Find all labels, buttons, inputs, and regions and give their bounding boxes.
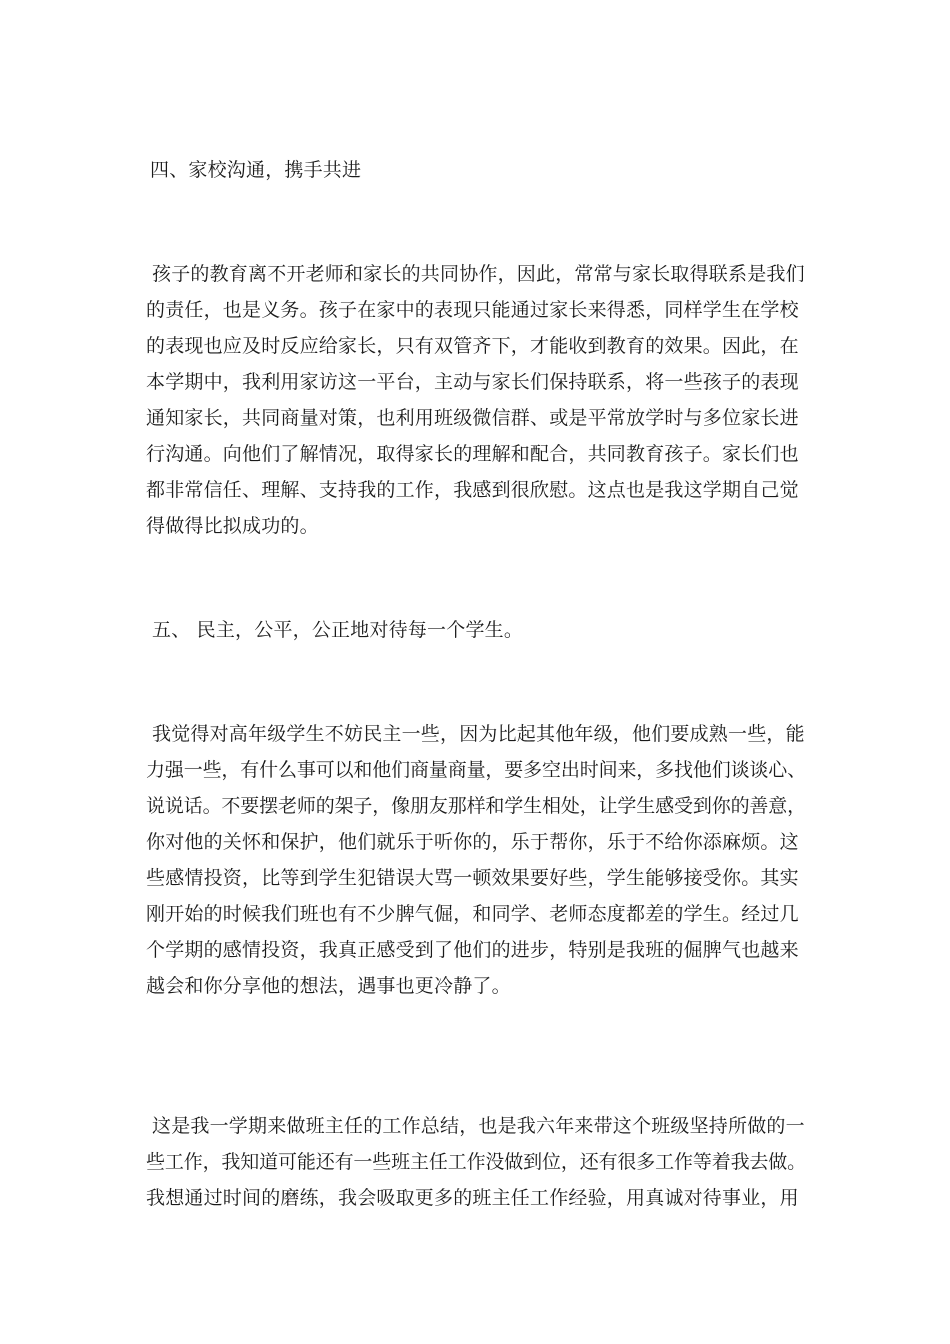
paragraph-line: 行沟通。向他们了解情况，取得家长的理解和配合，共同教育孩子。家长们也 (146, 443, 799, 465)
paragraph-line: 我觉得对高年级学生不妨民主一些，因为比起其他年级，他们要成熟一些，能 (152, 723, 805, 745)
paragraph-line: 得做得比拟成功的。 (146, 515, 319, 537)
section-4-heading: 四、家校沟通，携手共进 (150, 159, 362, 181)
paragraph-line: 些感情投资，比等到学生犯错误大骂一顿效果要好些，学生能够接受你。其实 (146, 867, 799, 889)
paragraph-line: 说说话。不要摆老师的架子，像朋友那样和学生相处，让学生感受到你的善意， (146, 795, 807, 817)
section-5-heading: 五、 民主，公平，公正地对待每一个学生。 (152, 619, 524, 641)
paragraph-line: 本学期中，我利用家访这一平台，主动与家长们保持联系，将一些孩子的表现 (146, 371, 799, 393)
paragraph-line: 越会和你分享他的想法，遇事也更冷静了。 (146, 975, 511, 997)
paragraph-line: 个学期的感情投资，我真正感受到了他们的进步，特别是我班的倔脾气也越来 (146, 939, 799, 961)
paragraph-line: 孩子的教育离不开老师和家长的共同协作，因此，常常与家长取得联系是我们 (152, 263, 805, 285)
paragraph-line: 些工作，我知道可能还有一些班主任工作没做到位，还有很多工作等着我去做。 (146, 1151, 807, 1173)
paragraph-line: 通知家长，共同商量对策，也利用班级微信群、或是平常放学时与多位家长进 (146, 407, 799, 429)
paragraph-line: 这是我一学期来做班主任的工作总结，也是我六年来带这个班级坚持所做的一 (152, 1115, 805, 1137)
paragraph-line: 刚开始的时候我们班也有不少脾气倔，和同学、老师态度都差的学生。经过几 (146, 903, 799, 925)
paragraph-line: 的表现也应及时反应给家长，只有双管齐下，才能收到教育的效果。因此，在 (146, 335, 799, 357)
paragraph-line: 的责任，也是义务。孩子在家中的表现只能通过家长来得悉，同样学生在学校 (146, 299, 799, 321)
paragraph-line: 力强一些，有什么事可以和他们商量商量，要多空出时间来，多找他们谈谈心、 (146, 759, 807, 781)
paragraph-line: 都非常信任、理解、支持我的工作，我感到很欣慰。这点也是我这学期自己觉 (146, 479, 799, 501)
paragraph-line: 你对他的关怀和保护，他们就乐于听你的，乐于帮你，乐于不给你添麻烦。这 (146, 831, 799, 853)
paragraph-line: 我想通过时间的磨练，我会吸取更多的班主任工作经验，用真诚对待事业，用 (146, 1187, 799, 1209)
